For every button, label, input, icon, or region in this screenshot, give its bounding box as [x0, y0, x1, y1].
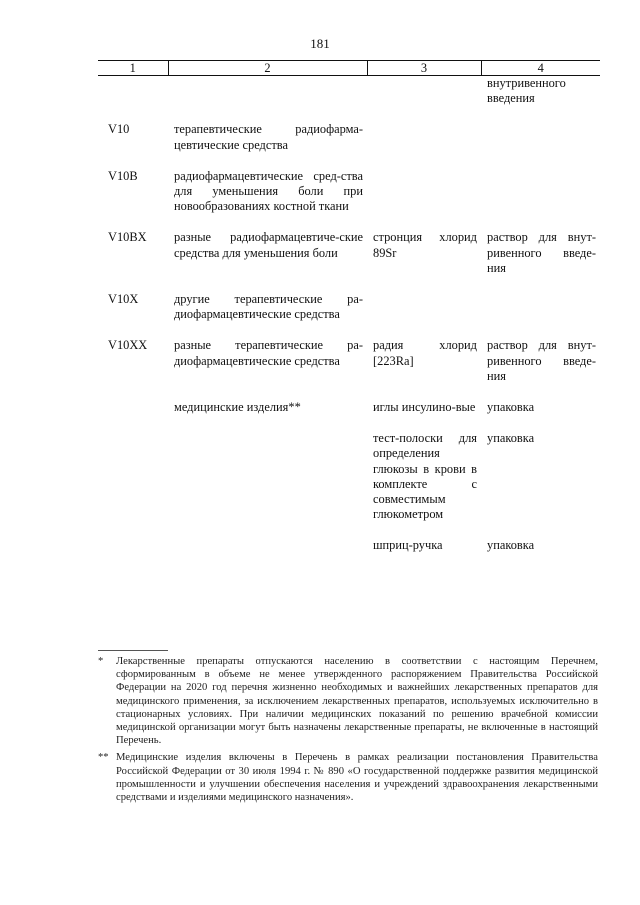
row-name: разные терапевтические ра-диофармацевтические средства — [174, 338, 363, 368]
table-row — [98, 76, 600, 107]
row-name: другие терапевтические ра-диофармацевтические средства — [174, 292, 363, 322]
row-form — [481, 122, 600, 152]
row-drug: шприц-ручка — [373, 538, 443, 553]
row-form: внутривенного введения — [487, 76, 566, 106]
table-row — [98, 122, 600, 152]
row-form: раствор для внут-ривенного введе-ния — [487, 338, 596, 383]
table-row — [98, 169, 600, 215]
row-name: радиофармацевтические сред-ства для уменьшения боли при новообразованиях костной ткани — [174, 168, 363, 214]
row-form — [481, 169, 600, 215]
row-name — [168, 76, 367, 107]
table-row — [98, 431, 600, 522]
table-row — [98, 400, 600, 415]
row-code: V10BX — [108, 230, 147, 245]
row-drug: радия хлорид [223Ra] — [373, 338, 477, 368]
footnote-item — [98, 655, 598, 747]
row-name: медицинские изделия** — [174, 400, 301, 415]
row-code — [98, 538, 168, 553]
table-row — [98, 538, 600, 553]
table-row — [98, 230, 600, 276]
row-code — [98, 400, 168, 415]
row-drug — [367, 292, 481, 322]
table-header — [98, 61, 600, 76]
row-code: V10B — [108, 168, 138, 183]
row-name — [168, 538, 367, 553]
row-drug: тест-полоски для определения глюкозы в крови в комплекте с совместимым глюкометром — [373, 431, 477, 522]
footnote-mark: ** — [98, 752, 109, 764]
row-drug: стронция хлорид 89Sr — [373, 230, 477, 260]
row-drug: иглы инсулино-вые — [373, 400, 476, 415]
column-header-2: 2 — [168, 61, 367, 76]
row-name: разные радиофармацевтиче-ские средства для уменьшения боли — [174, 230, 363, 260]
table-row — [98, 292, 600, 322]
page-number: 181 — [310, 36, 330, 51]
column-header-4: 4 — [481, 61, 600, 76]
column-header-3: 3 — [367, 61, 481, 76]
row-code — [98, 76, 168, 107]
footnotes — [98, 651, 598, 804]
row-drug — [367, 76, 481, 107]
row-code — [98, 431, 168, 522]
row-form: раствор для внут-ривенного введе-ния — [487, 230, 596, 275]
row-form: упаковка — [487, 431, 535, 446]
footnote-item — [98, 751, 598, 804]
row-name — [168, 431, 367, 522]
column-header-1: 1 — [98, 61, 168, 76]
row-form — [481, 292, 600, 322]
row-code: V10 — [108, 122, 130, 137]
footnote-mark: * — [98, 656, 104, 667]
drug-list-table — [98, 60, 600, 554]
row-name: терапевтические радиофарма-цевтические средства — [174, 122, 363, 152]
table-row — [98, 338, 600, 384]
row-form: упаковка — [487, 538, 535, 553]
row-code: V10X — [108, 292, 139, 307]
footnote-text: Лекарственные препараты отпускаются населению в соответствии с настоящим Перечнем, сформированным в объеме не менее утвержденного распоряжением Правительства Российской Федерации на 2020 год перечня жизненно необходимых и важнейших лекарственных препаратов для медицинского применения, за исключением лекарственных препаратов, используемых исключительно в стационарных условиях. При наличии медицинских показаний по решению врачебной комиссии медицинской организации могут быть назначены лекарственные препараты, не включенные в настоящий Перечень. — [116, 656, 598, 747]
footnote-text: Медицинские изделия включены в Перечень в рамках реализации постановления Правительства Российской Федерации от 30 июля 1994 г. № 890 «О государственной поддержке развития медицинской промышленности и улучшении обеспечения населения и учреждений здравоохранения лекарственными средствами и изделиями медицинского назначения». — [116, 752, 598, 804]
row-code: V10XX — [108, 338, 148, 353]
row-form: упаковка — [487, 400, 535, 415]
row-drug — [367, 169, 481, 215]
row-drug — [367, 122, 481, 152]
